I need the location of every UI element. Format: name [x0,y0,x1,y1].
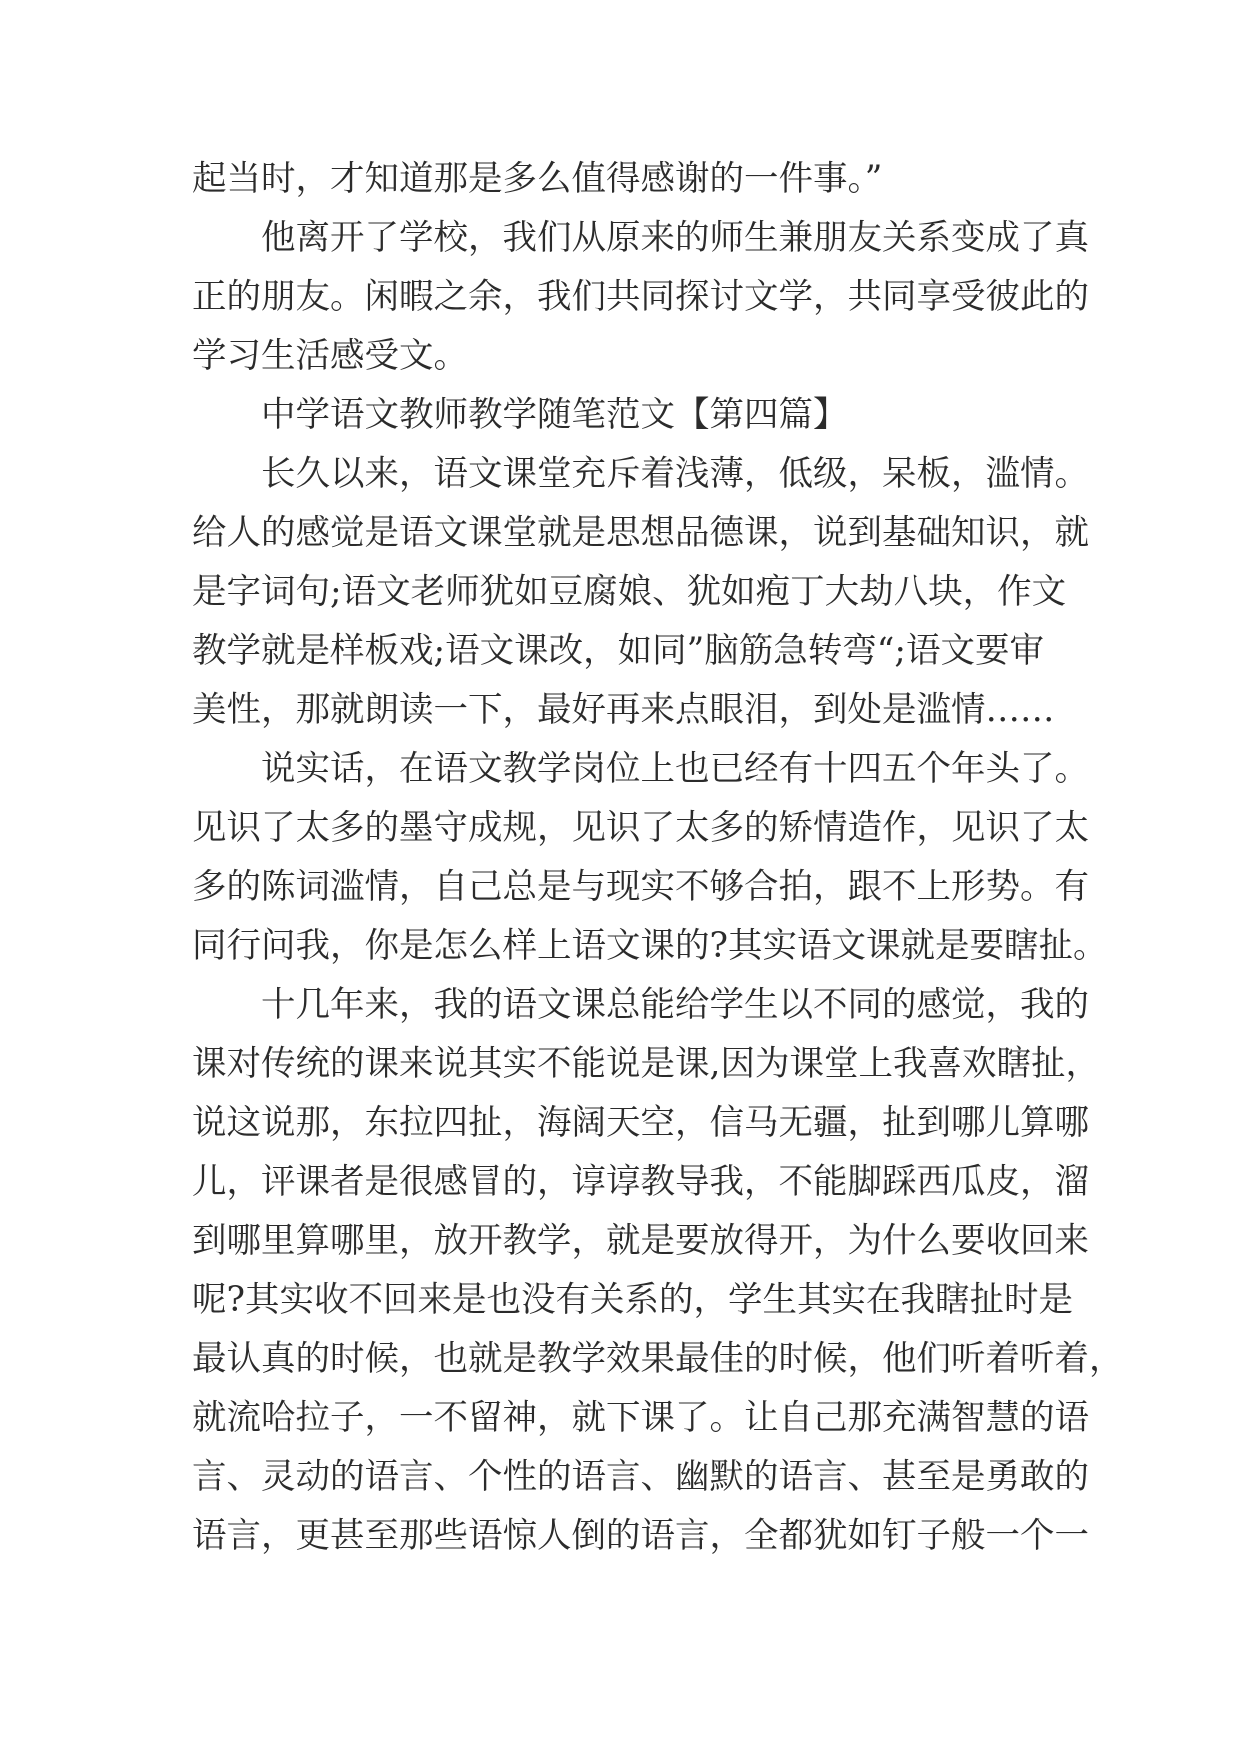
text-line: 多的陈词滥情，自己总是与现实不够合拍，跟不上形势。有 [192,867,1089,907]
text-line: 言、灵动的语言、个性的语言、幽默的语言、甚至是勇敢的 [192,1457,1089,1497]
text-line: 课对传统的课来说其实不能说是课,因为课堂上我喜欢瞎扯， [192,1044,1100,1084]
section-heading: 中学语文教师教学随笔范文【第四篇】 [261,395,848,435]
text-line: 最认真的时候，也就是教学效果最佳的时候，他们听着听着， [192,1339,1124,1379]
text-line: 儿，评课者是很感冒的，谆谆教导我，不能脚踩西瓜皮，溜 [192,1162,1089,1202]
text-line: 呢?其实收不回来是也没有关系的，学生其实在我瞎扯时是 [192,1280,1073,1320]
text-line: 起当时，才知道那是多么值得感谢的一件事。” [192,159,883,199]
text-line: 长久以来，语文课堂充斥着浅薄，低级，呆板，滥情。 [261,454,1089,494]
text-line: 是字词句;语文老师犹如豆腐娘、犹如疱丁大劫八块，作文 [192,572,1067,612]
text-line: 十几年来，我的语文课总能给学生以不同的感觉，我的 [261,985,1089,1025]
text-line: 同行问我，你是怎么样上语文课的?其实语文课就是要瞎扯。 [192,926,1108,966]
text-line: 教学就是样板戏;语文课改，如同”脑筋急转弯“;语文要审 [192,631,1045,671]
text-line: 就流哈拉子，一不留神，就下课了。让自己那充满智慧的语 [192,1398,1089,1438]
text-line: 美性，那就朗读一下，最好再来点眼泪，到处是滥情…… [192,690,1055,730]
text-line: 学习生活感受文。 [192,336,468,376]
text-line: 到哪里算哪里，放开教学，就是要放得开，为什么要收回来 [192,1221,1089,1261]
text-line: 正的朋友。闲暇之余，我们共同探讨文学，共同享受彼此的 [192,277,1089,317]
document-page [192,150,1124,1566]
text-line: 说这说那，东拉四扯，海阔天空，信马无疆，扯到哪儿算哪 [192,1103,1089,1143]
text-line: 说实话，在语文教学岗位上也已经有十四五个年头了。 [261,749,1089,789]
text-line: 语言，更甚至那些语惊人倒的语言，全都犹如钉子般一个一 [192,1516,1089,1556]
text-line: 见识了太多的墨守成规，见识了太多的矫情造作，见识了太 [192,808,1089,848]
text-line: 给人的感觉是语文课堂就是思想品德课，说到基础知识，就 [192,513,1089,553]
text-line: 他离开了学校，我们从原来的师生兼朋友关系变成了真 [261,218,1089,258]
